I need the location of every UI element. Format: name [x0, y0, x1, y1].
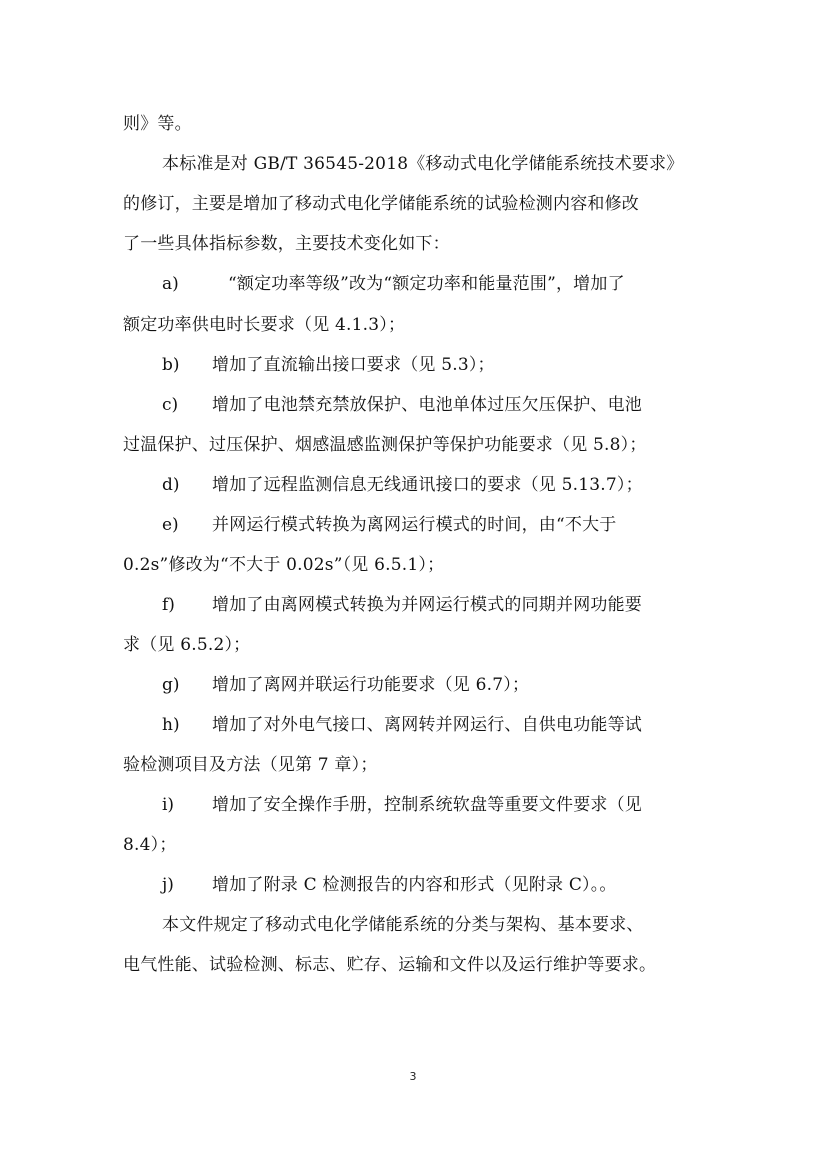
list-item-marker: f) [162, 595, 175, 615]
paragraph-line: 本标准是对 GB/T 36545-2018《移动式电化学储能系统技术要求》 [162, 154, 684, 174]
list-item-line: 增加了安全操作手册，控制系统软盘等重要文件要求（见 [212, 795, 642, 815]
list-item-line: 0.2s”修改为“不大于 0.02s”（见 6.5.1）； [123, 555, 445, 575]
list-item-line: 并网运行模式转换为离网运行模式的时间，由“不大于 [212, 515, 617, 535]
list-item-line: 增加了电池禁充禁放保护、电池单体过压欠压保护、电池 [212, 395, 642, 415]
list-item-line: 求（见 6.5.2）； [123, 635, 251, 655]
paragraph-line: 了一些具体指标参数，主要技术变化如下： [123, 234, 450, 254]
list-item-line: 增加了对外电气接口、离网转并网运行、自供电功能等试 [212, 715, 642, 735]
page-number: 3 [409, 1070, 417, 1083]
list-item-line: 8.4）； [123, 835, 177, 855]
intro-tail-line: 则》等。 [123, 114, 192, 134]
list-item-marker: i) [162, 795, 175, 815]
list-item-line: 增加了离网并联运行功能要求（见 6.7）； [212, 675, 530, 695]
list-item-line: 增加了附录 C 检测报告的内容和形式（见附录 C）。。 [212, 875, 617, 895]
list-item-marker: h) [162, 715, 180, 735]
list-item-marker: g) [162, 675, 180, 695]
list-item-marker: b) [162, 355, 180, 375]
list-item-marker: d) [162, 475, 180, 495]
list-item-line: 增加了由离网模式转换为并网运行模式的同期并网功能要 [212, 595, 642, 615]
list-item-line: 额定功率供电时长要求（见 4.1.3）； [123, 315, 406, 335]
list-item-line: 过温保护、过压保护、烟感温感监测保护等保护功能要求（见 5.8）； [123, 435, 647, 455]
list-item-line: 增加了直流输出接口要求（见 5.3）； [212, 355, 495, 375]
paragraph-line: 电气性能、试验检测、标志、贮存、运输和文件以及运行维护等要求。 [123, 955, 657, 975]
list-item-marker: c) [162, 395, 179, 415]
list-item-line: 增加了远程监测信息无线通讯接口的要求（见 5.13.7）； [212, 475, 643, 495]
list-item-marker: e) [162, 515, 179, 535]
paragraph-line: 本文件规定了移动式电化学储能系统的分类与架构、基本要求、 [162, 915, 644, 935]
list-item-marker: j) [162, 875, 174, 895]
paragraph-line: 的修订，主要是增加了移动式电化学储能系统的试验检测内容和修改 [123, 194, 639, 214]
list-item-line: 验检测项目及方法（见第 7 章）； [123, 755, 378, 775]
list-item-marker: a) [162, 274, 179, 294]
list-item-line: “额定功率等级”改为“额定功率和能量范围”，增加了 [228, 274, 625, 294]
